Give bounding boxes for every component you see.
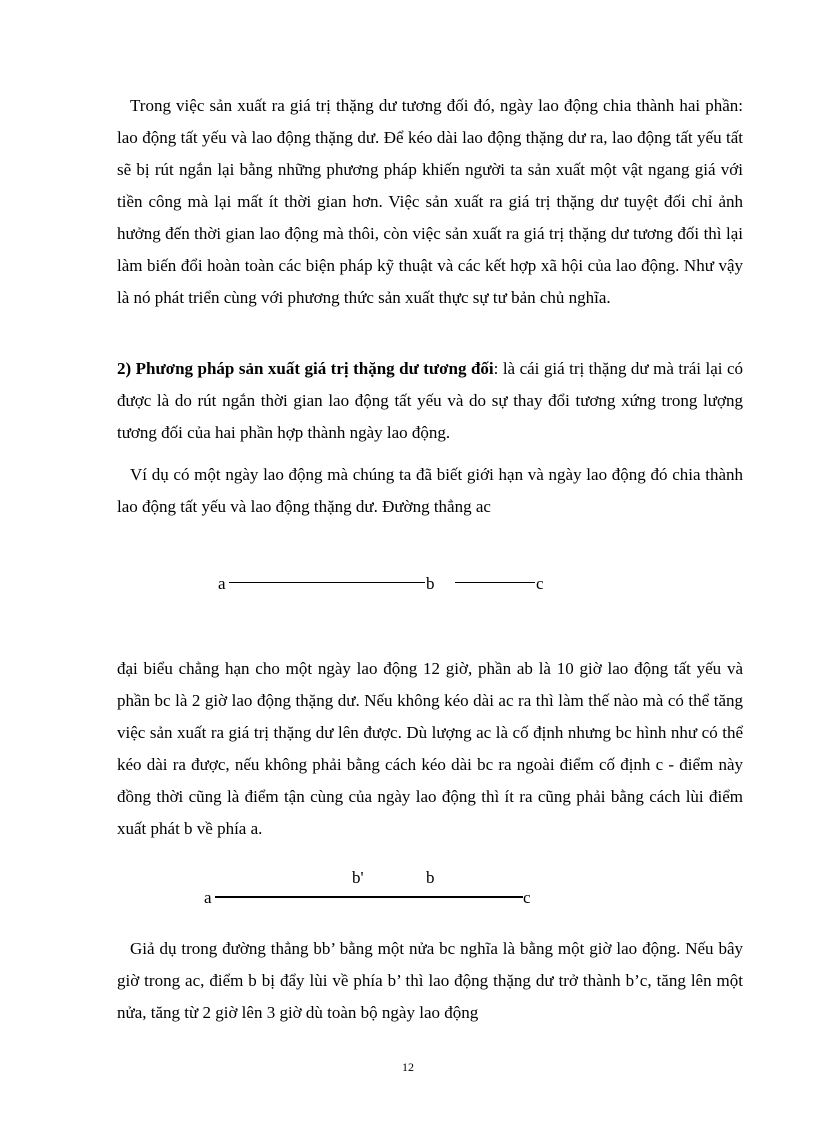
paragraph-method-definition [117,353,743,449]
diagram-label-c: c [536,574,544,593]
diagram-label-b: b [426,574,435,593]
diagram-label-b: b [426,868,435,887]
segment-ab [229,582,425,583]
diagram-label-b-prime: b' [352,868,364,887]
diagram-label-a: a [204,888,212,907]
segment-bc [455,582,535,583]
diagram-label-a: a [218,574,226,593]
section-heading-body: : là cái giá trị thặng dư mà trái lại có được là do rút ngắn thời gian lao động tất yếu và do sự thay đổi tương xứng trong lượng tương đối của hai phần hợp thành ngày lao động. [117,359,743,442]
paragraph-relative-surplus-intro: Trong việc sản xuất ra giá trị thặng dư tương đối đó, ngày lao động chia thành hai phần: lao động tất yếu và lao động thặng dư. Để kéo dài lao động thặng dư ra, lao động tất yếu tất sẽ bị rút ngắn lại bằng những phương pháp khiến người ta sản xuất một vật ngang giá với tiền công mà lại mất ít thời gian hơn. Việc sản xuất ra giá trị thặng dư tuyệt đối chỉ ảnh hưởng đến thời gian lao động mà thôi, còn việc sản xuất ra giá trị thặng dư tương đối thì lại làm biến đổi hoàn toàn các biện pháp kỹ thuật và các kết hợp xã hội của lao động. Như vậy là nó phát triển cùng với phương thức sản xuất thực sự tư bản chủ nghĩa. [117,96,743,307]
section-heading: 2) Phương pháp sản xuất giá trị thặng dư tương đối [117,359,494,378]
segment-ac [215,896,523,898]
page-number: 12 [402,1060,414,1074]
paragraph-example-explanation: đại biểu chẳng hạn cho một ngày lao động 12 giờ, phần ab là 10 giờ lao động tất yếu và phần bc là 2 giờ lao động thặng dư. Nếu không kéo dài ac ra thì làm thế nào mà có thể tăng việc sản xuất ra giá trị thặng dư lên được. Dù lượng ac là cố định nhưng bc hình như có thể kéo dài ra được, nếu không phải bằng cách kéo dài bc ra ngoài điểm cố định c - điểm này đồng thời cũng là điểm tận cùng của ngày lao động thì ít ra cũng phải bằng cách lùi điểm xuất phát b về phía a. [117,659,743,838]
paragraph-example-intro: Ví dụ có một ngày lao động mà chúng ta đã biết giới hạn và ngày lao động đó chia thành lao động tất yếu và lao động thặng dư. Đường thẳng ac [117,465,743,516]
diagram-label-c: c [523,888,531,907]
paragraph-shifted-point: Giả dụ trong đường thẳng bb’ bằng một nửa bc nghĩa là bằng một giờ lao động. Nếu bây giờ trong ac, điểm b bị đẩy lùi về phía b’ thì lao động thặng dư trở thành b’c, tăng lên một nửa, tăng từ 2 giờ lên 3 giờ dù toàn bộ ngày lao động [117,939,743,1022]
